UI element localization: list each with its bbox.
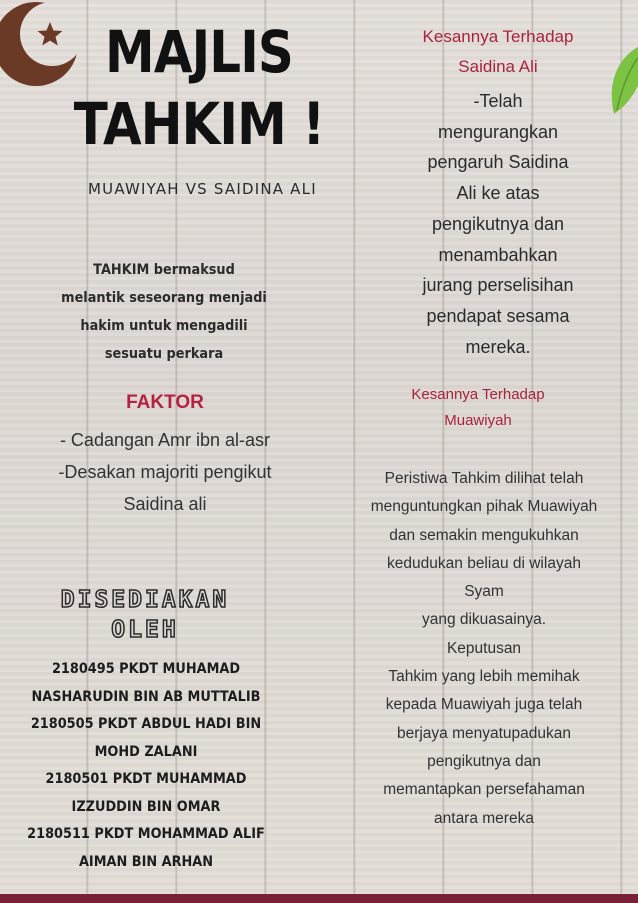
credits-line: MOHD ZALANI bbox=[94, 743, 198, 760]
ali-body-line: pendapat sesama bbox=[426, 305, 570, 326]
definition-line: TAHKIM bermaksud bbox=[93, 262, 235, 278]
faktor-item: - Cadangan Amr ibn al-asr bbox=[59, 430, 271, 450]
credits-line: 2180501 PKDT MUHAMMAD bbox=[45, 771, 247, 787]
ali-heading-line: Saidina Ali bbox=[458, 57, 538, 76]
page-title bbox=[70, 16, 328, 160]
ali-body-line: jurang perselisihan bbox=[422, 275, 574, 296]
muawiyah-body-line: memantapkan persefahaman bbox=[383, 781, 585, 799]
credits-heading bbox=[40, 585, 250, 645]
page-subtitle: MUAWIYAH VS SAIDINA ALI bbox=[88, 180, 317, 198]
ali-effect-heading bbox=[378, 22, 618, 82]
muawiyah-body-line: menguntungkan pihak Muawiyah bbox=[370, 498, 598, 516]
credits-line: IZZUDDIN BIN OMAR bbox=[71, 798, 221, 815]
title-line: MAJLIS bbox=[105, 18, 293, 86]
ali-body-line: pengikutnya dan bbox=[431, 213, 565, 234]
faktor-list bbox=[20, 424, 310, 520]
ali-effect-body bbox=[378, 86, 618, 362]
muawiyah-body-line: kepada Muawiyah juga telah bbox=[385, 696, 583, 714]
bottom-bar bbox=[0, 894, 638, 903]
muawiyah-heading-line: Kesannya Terhadap bbox=[411, 386, 545, 403]
credits-list bbox=[6, 656, 286, 876]
credits-line: NASHARUDIN BIN AB MUTTALIB bbox=[31, 688, 261, 705]
muawiyah-body-line: antara mereka bbox=[434, 809, 534, 827]
title-line: TAHKIM ! bbox=[73, 90, 325, 158]
muawiyah-heading-line: Muawiyah bbox=[444, 412, 512, 429]
ali-body-line: menambahkan bbox=[438, 244, 558, 265]
faktor-item: -Desakan majoriti pengikut bbox=[58, 462, 272, 482]
muawiyah-body-line: Tahkim yang lebih memihak bbox=[388, 668, 580, 686]
ali-heading-line: Kesannya Terhadap bbox=[422, 27, 574, 46]
ali-body-line: -Telah bbox=[473, 91, 523, 111]
credits-line: 2180511 PKDT MOHAMMAD ALIF bbox=[27, 826, 265, 842]
definition-line: melantik seseorang menjadi bbox=[61, 290, 267, 306]
tahkim-definition bbox=[39, 256, 289, 368]
muawiyah-body-line: dan semakin mengukuhkan bbox=[389, 526, 579, 544]
muawiyah-body-line: Keputusan bbox=[446, 639, 522, 657]
credits-heading-line: OLEH bbox=[111, 617, 179, 643]
muawiyah-body-line: Peristiwa Tahkim dilihat telah bbox=[384, 470, 584, 487]
definition-line: hakim untuk mengadili bbox=[80, 318, 248, 334]
muawiyah-effect-heading bbox=[368, 382, 588, 434]
credits-heading-line: DISEDIAKAN bbox=[60, 587, 230, 613]
credits-line: 2180495 PKDT MUHAMAD bbox=[51, 661, 241, 677]
ali-body-line: pengaruh Saidina bbox=[427, 152, 569, 173]
ali-body-line: mengurangkan bbox=[437, 121, 559, 142]
ali-body-line: mereka. bbox=[465, 336, 531, 357]
muawiyah-body-line: pengikutnya dan bbox=[427, 752, 541, 770]
muawiyah-body-line: Syam bbox=[464, 583, 504, 601]
credits-line: AIMAN BIN ARHAN bbox=[78, 853, 214, 870]
definition-line: sesuatu perkara bbox=[104, 346, 224, 362]
faktor-heading: FAKTOR bbox=[126, 392, 204, 413]
credits-line: 2180505 PKDT ABDUL HADI BIN bbox=[30, 716, 262, 732]
ali-body-line: Ali ke atas bbox=[456, 183, 540, 204]
muawiyah-body-line: kedudukan beliau di wilayah bbox=[387, 554, 581, 572]
muawiyah-effect-body bbox=[330, 465, 638, 833]
muawiyah-body-line: berjaya menyatupadukan bbox=[396, 724, 572, 742]
faktor-item: Saidina ali bbox=[123, 494, 207, 514]
muawiyah-body-line: yang dikuasainya. bbox=[421, 611, 547, 629]
